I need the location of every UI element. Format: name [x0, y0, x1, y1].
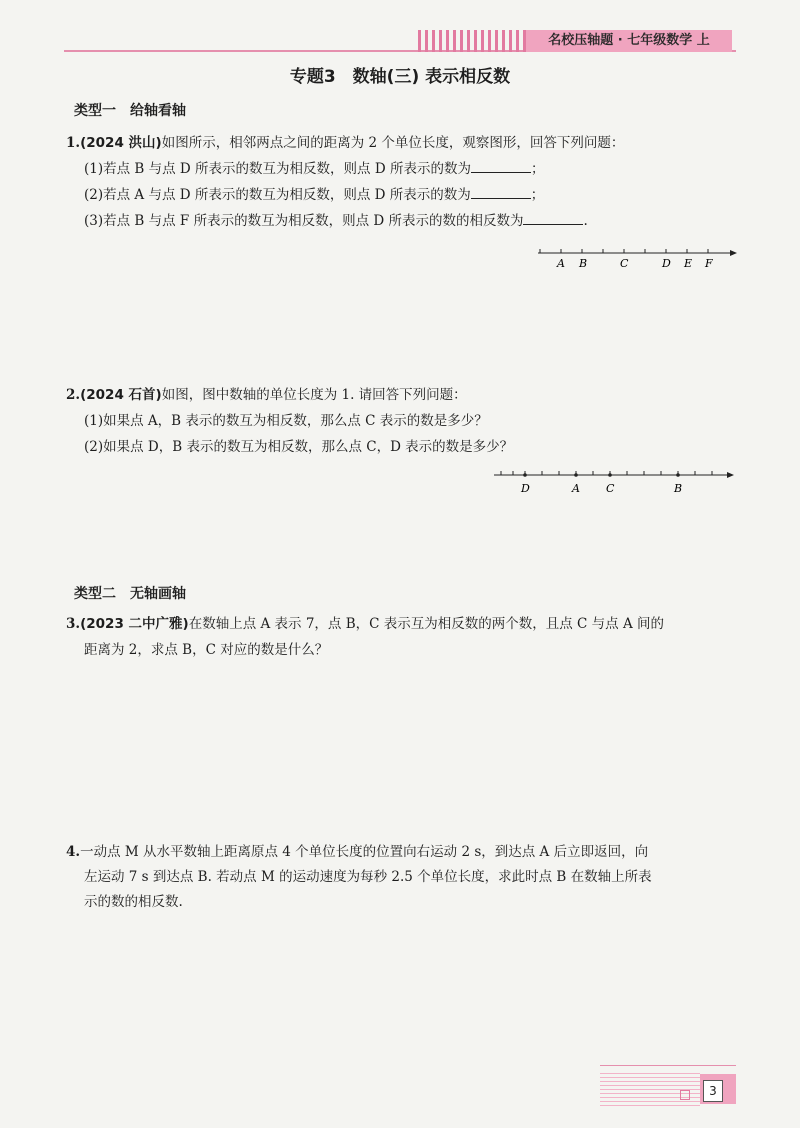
point-d — [523, 473, 527, 477]
question-3-line-1 — [66, 612, 664, 632]
question-text: 在数轴上点 A 表示 7，点 B，C 表示互为相反数的两个数，且点 C 与点 A 间的 — [188, 616, 665, 632]
part-text: (2)若点 A 与点 D 所表示的数互为相反数，则点 D 所表示的数为 — [84, 187, 471, 203]
question-number: 1. — [66, 135, 81, 151]
part-end: ； — [530, 187, 545, 203]
point-label-e: E — [684, 257, 693, 270]
point-label-a: A — [557, 257, 565, 270]
section-heading-1: 类型一 给轴看轴 — [74, 103, 186, 119]
question-1-part-1 — [84, 157, 544, 177]
question-text: 如图，图中数轴的单位长度为 1. 请回答下列问题： — [161, 387, 467, 403]
question-source: (2023 二中广雅) — [80, 616, 189, 632]
question-3-line-2: 距离为 2，求点 B，C 对应的数是什么？ — [84, 642, 329, 658]
question-number: 3. — [66, 616, 81, 632]
point-label-b: B — [674, 482, 683, 495]
question-1-part-3 — [84, 209, 588, 229]
point-label-f: F — [705, 257, 713, 270]
point-label-d: D — [662, 257, 671, 270]
question-number: 4. — [66, 844, 81, 860]
question-source: (2024 洪山) — [80, 135, 162, 151]
footer-stripes — [600, 1070, 700, 1106]
point-label-c: C — [606, 482, 615, 495]
question-text: 一动点 M 从水平数轴上距离原点 4 个单位长度的位置向右运动 2 s，到达点 A 后立即返回，向 — [80, 844, 649, 860]
question-2-part-2: (2)如果点 D，B 表示的数互为相反数，那么点 C，D 表示的数是多少？ — [84, 439, 514, 455]
page-title: 专题3 数轴(三) 表示相反数 — [289, 67, 511, 87]
question-2-stem — [66, 383, 467, 403]
question-1-stem — [66, 131, 624, 151]
number-line-2 — [488, 466, 740, 500]
answer-blank — [523, 212, 583, 225]
point-label-b: B — [579, 257, 588, 270]
answer-blank — [471, 186, 531, 199]
point-label-a: A — [572, 482, 580, 495]
answer-blank — [471, 160, 531, 173]
point-b — [676, 473, 680, 477]
book-title: 名校压轴题 · 七年级数学 上 — [526, 30, 732, 52]
question-1-part-2 — [84, 183, 544, 203]
point-a — [574, 473, 578, 477]
part-end: ； — [530, 161, 545, 177]
number-line-1 — [530, 240, 740, 276]
question-source: (2024 石首) — [80, 387, 162, 403]
point-label-c: C — [620, 257, 629, 270]
part-text: (3)若点 B 与点 F 所表示的数互为相反数，则点 D 所表示的数的相反数为 — [84, 213, 524, 229]
axis-ticks — [501, 471, 712, 475]
section-heading-2: 类型二 无轴画轴 — [74, 586, 186, 602]
part-text: (1)若点 B 与点 D 所表示的数互为相反数，则点 D 所表示的数为 — [84, 161, 471, 177]
question-4-line-2: 左运动 7 s 到达点 B. 若动点 M 的运动速度为每秒 2.5 个单位长度，求此时点 B 在数轴上所表 — [84, 869, 652, 885]
axis-arrow — [730, 250, 737, 256]
question-4-line-1 — [66, 840, 648, 860]
axis-arrow — [727, 472, 734, 478]
question-number: 2. — [66, 387, 81, 403]
axis-ticks — [540, 249, 708, 253]
page-number: 3 — [703, 1080, 723, 1102]
question-2-part-1: (1)如果点 A，B 表示的数互为相反数，那么点 C 表示的数是多少？ — [84, 413, 488, 429]
part-end: . — [583, 213, 588, 229]
question-4-line-3: 示的数的相反数. — [84, 894, 183, 910]
question-text: 如图所示，相邻两点之间的距离为 2 个单位长度，观察图形，回答下列问题： — [161, 135, 625, 151]
header-stripes — [418, 30, 526, 52]
footer-square-icon — [680, 1090, 690, 1100]
footer-rule — [600, 1065, 736, 1066]
point-c — [608, 473, 612, 477]
point-label-d: D — [521, 482, 530, 495]
